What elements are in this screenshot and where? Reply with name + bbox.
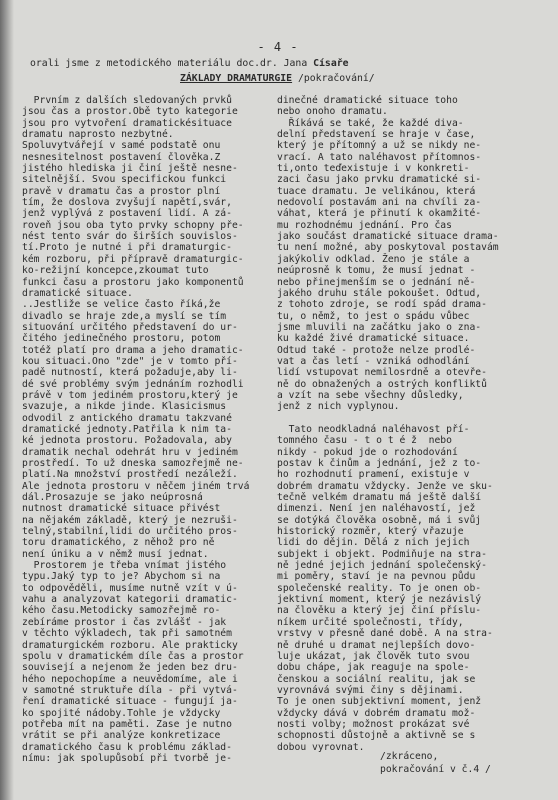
text-line: vrací. A tato naléhavost přítomnos- (277, 151, 482, 163)
text-line: souvisejí a nejenom že jeden bez dru- (22, 662, 238, 674)
text-line: dramatické situace. (22, 287, 133, 299)
text-line: tu není možné, aby poskytoval postavám (277, 242, 499, 254)
text-line: Říkává se také, že každé diva- (277, 117, 464, 129)
text-line: padě nutností, která požaduje,aby li- (22, 367, 238, 379)
right-column (277, 95, 539, 753)
text-line: dramatik nechal odehrát hru v jediném (22, 446, 238, 458)
text-line: jsme mluvili na začátku jako o zna- (277, 321, 482, 333)
text-line: a vzít na sebe všechny důsledky, (277, 389, 464, 401)
text-line: historický rozměr, který vřazuje (277, 526, 464, 538)
text-line: telný,stabilní,lidi do určitého pros- (22, 526, 238, 538)
text-line: čitého jedinečného prostoru, potom (22, 333, 221, 345)
text-line: delní představení se hraje v čase, (277, 129, 476, 141)
text-line: tečně velkém dramatu má ještě další (277, 492, 482, 504)
closing-note (380, 750, 550, 776)
text-line: který je přítomný a už se nikdy ne- (277, 140, 482, 152)
text-line: níkem určité společnosti, třídy, (277, 616, 464, 628)
text-line: roveň jsou oba tyto prvky schopny pře- (22, 219, 244, 231)
text-line: zaci času jako prvku dramatické si- (277, 174, 482, 186)
title-text: ZÁKLADY DRAMATURGIE (180, 73, 293, 84)
text-line: nesnesitelnost postavení člověka.Z (22, 151, 221, 163)
closing-abbrev: /zkráceno, (380, 751, 439, 762)
text-line: vždycky dává v dobrém dramatu mož- (277, 707, 476, 719)
text-line: schopnosti důstojně a aktivně se s (277, 730, 476, 742)
text-line: lidí vstupovat nemilosrdně a otevře- (277, 367, 487, 379)
text-line: zebíráme prostor i čas zvlášť - jak (22, 616, 227, 628)
text-line: ně jedné jejich jednání společenský- (277, 560, 487, 572)
text-line: prostředí. To už dneska samozřejmě ne- (22, 458, 244, 469)
text-line: na člověku a který jej činí příslu- (277, 605, 482, 617)
text-line: neúprosně k tomu, že musí jednat - (277, 265, 476, 277)
text-line: společenské reality. To je onen ob- (277, 582, 482, 594)
text-line: jistého hlediska ji činí ještě nesne- (22, 163, 238, 175)
text-line: situování určitého představení do ur- (22, 321, 238, 333)
text-line: tomného času - t o t é ž nebo (277, 435, 452, 447)
text-line: nebo přinejmenším se o jednání ně- (277, 276, 476, 288)
text-line: jenž vyplývá z postavení lidí. A zá- (22, 208, 232, 220)
page-edge-shadow (0, 0, 14, 800)
text-line: tím, že doslova zvyšují napětí,svár, (22, 197, 232, 209)
text-line: dramatu naprosto nezbytné. (22, 129, 174, 141)
text-line: kého času.Metodicky samozřejmě ro- (22, 605, 221, 617)
title-suffix: /pokračování/ (297, 73, 375, 84)
text-line: luje ukázat, jak člověk tuto svou (277, 650, 470, 662)
text-line: dramaturgickém rozboru. Ale prakticky (22, 639, 238, 651)
page-number: - 4 - (257, 40, 299, 54)
text-line: dramatického času k problému základ- (22, 741, 232, 753)
text-line: vahu a analyzovat kategorii dramatic- (22, 594, 238, 606)
text-line: svazuje, a nikde jinde. Klasicismus (22, 401, 227, 413)
text-line: vat a čas letí - vzniká odhodlání (277, 355, 470, 367)
text-line: mu rozhodnému jednání. Pro čas (277, 219, 452, 231)
text-line: tuace dramatu. Je velikánou, která (277, 185, 476, 197)
text-line: se dotýká člověka osobně, má i svůj (277, 514, 482, 526)
text-line: čenskou a sociální realitu, jak se (277, 673, 476, 685)
text-line: z tohoto zdroje, se rodí spád drama- (277, 299, 487, 311)
article-title (180, 73, 550, 84)
text-line: sitelnější. Svou specifickou funkci (22, 174, 227, 186)
text-line: tu, o němž, to jest o spádu vůbec (277, 310, 470, 322)
text-line: dobu chápe, jak reaguje na spole- (277, 662, 470, 674)
text-line: ření dramatické situace - fungují ja- (22, 696, 238, 708)
text-line: nedovolí postavám ani na chvíli za- (277, 197, 482, 209)
text-line (277, 413, 539, 424)
text-line: subjekt i objekt. Podmiňuje na stra- (277, 548, 487, 560)
text-line: není úniku a v němž musí jednat. (22, 548, 209, 560)
text-line: lidi do dějin. Dělá z nich jejich (277, 537, 470, 549)
text-line: jakého druhu stále pokoušet. Odtud, (277, 287, 482, 299)
text-line: platí.Na množství prostředí nezáleží. (22, 469, 238, 481)
text-line: ho rozhodnutí pramení, existuje v (277, 469, 470, 481)
text-line: Odtud také - protože nelze prodlé- (277, 344, 476, 356)
author-name: Císaře (313, 58, 349, 69)
text-line: to odpověděli, musíme nutně vzít v ú- (22, 582, 238, 594)
text-line: pravě v dramatu čas a prostor plní (22, 185, 221, 197)
text-line: v samotné struktuře díla - při vytvá- (22, 684, 238, 696)
text-line: ké jednota prostoru. Požadovala, aby (22, 435, 232, 447)
text-line: typu.Jaký typ to je? Abychom si na (22, 571, 221, 583)
text-line: Spoluvytvářejí v samé podstatě onu (22, 140, 221, 152)
text-line: totéž platí pro drama a jeho dramatic- (22, 344, 244, 356)
text-line: funkci času a prostoru jako komponentů (22, 276, 244, 288)
text-line: vrátit se při analýze konkretizace (22, 730, 221, 742)
text-line: jako součást dramatické situace drama- (277, 231, 499, 243)
text-line: vrstvy v přesně dané době. A na stra- (277, 628, 493, 640)
text-line: spolu v dramatickém díle čas a prostor (22, 650, 244, 662)
text-line: Prostorem je třeba vnímat jistého (22, 560, 227, 572)
text-line: ně druhé u dramat nejlepších dovo- (277, 639, 476, 651)
text-line: ko-režijní koncepce,zkoumat tuto (22, 265, 209, 277)
text-line: Prvním z dalších sledovaných prvků (22, 95, 232, 106)
text-line: toru dramatického, z něhož pro ně (22, 537, 215, 549)
source-text: orali jsme z metodického materiálu doc.dr. Jana (30, 58, 308, 69)
text-line: jenž z nich vyplynou. (277, 401, 400, 413)
text-line: jsou čas a prostor.Obě tyto kategorie (22, 106, 238, 118)
text-line: nosti volby; možnost prokázat své (277, 718, 470, 730)
text-line: ti,onto teďexistuje i v konkreti- (277, 163, 470, 175)
text-line: kou situaci.Ono "zde" je v tomto pří- (22, 355, 238, 367)
text-line: nikdy - pokud jde o rozhodování (277, 446, 458, 458)
text-line: dál.Prosazuje se jako neúprosná (22, 492, 203, 504)
text-line: nutnost dramatické situace přivést (22, 503, 221, 515)
source-line (30, 58, 550, 69)
text-line: dobrém dramatu vždycky. Jenže ve sku- (277, 480, 493, 492)
text-line: dé své problémy svým jednáním rozhodli (22, 378, 244, 390)
text-line: nést tento svár do širších souvislos- (22, 231, 238, 243)
text-line: nebo onoho dramatu. (277, 106, 388, 118)
text-line: postav k činům a jednání, jež z to- (277, 458, 482, 469)
text-line: právě v tom jediném prostoru,který je (22, 389, 238, 401)
text-line: váhat, která je přinutí k okamžité- (277, 208, 482, 220)
text-line: potřeba mít na paměti. Zase je nutno (22, 718, 232, 730)
text-line: ..Jestliže se velice často říká,že (22, 299, 221, 311)
left-column (22, 95, 272, 764)
text-line: nímu: jak spolupůsobí při tvorbě je- (22, 752, 232, 764)
text-line: dimenzi. Není jen naléhavostí, jež (277, 503, 476, 515)
text-line: dobou vyrovnat. (277, 741, 365, 753)
text-line: vyrovnává svými činy s dějinami. (277, 684, 464, 696)
text-line: mi poměry, staví je na pevnou půdu (277, 571, 476, 583)
text-line: jektivní moment, který je nezávislý (277, 594, 482, 606)
text-line: tí.Proto je nutné i při dramaturgic- (22, 242, 232, 254)
text-line: hého nepochopíme a neuvědomíme, ale i (22, 673, 238, 685)
text-line: divadlo se hraje zde,a myslí se tím (22, 310, 227, 322)
text-line: kém rozboru, při přípravě dramaturgic- (22, 253, 244, 265)
text-line: ně do obnažených a ostrých konfliktů (277, 378, 487, 390)
text-line: dramatické jednoty.Patřila k nim ta- (22, 423, 232, 435)
text-line: To je onen subjektivní moment, jenž (277, 696, 482, 708)
text-line: Tato neodkladná naléhavost pří- (277, 423, 470, 435)
text-line: ku každé živé dramatické situace. (277, 333, 470, 345)
text-line: jsou pro vytvoření dramatickésituace (22, 117, 232, 129)
text-line: odvodil z antického dramatu takzvané (22, 412, 232, 424)
text-line: na nějakém základě, který je nezruši- (22, 514, 238, 526)
text-line: v těchto výkladech, tak při samotném (22, 628, 232, 640)
text-line: ko spojité nádoby.Tohle je vždycky (22, 707, 221, 719)
text-line: jakýkoliv odklad. Ženo je stále a (277, 253, 470, 265)
text-line: Ale jednota prostoru v něčem jiném trvá (22, 480, 250, 492)
text-line: dinečné dramatické situace toho (277, 95, 458, 106)
closing-continuation: pokračování v č.4 / (380, 764, 491, 775)
